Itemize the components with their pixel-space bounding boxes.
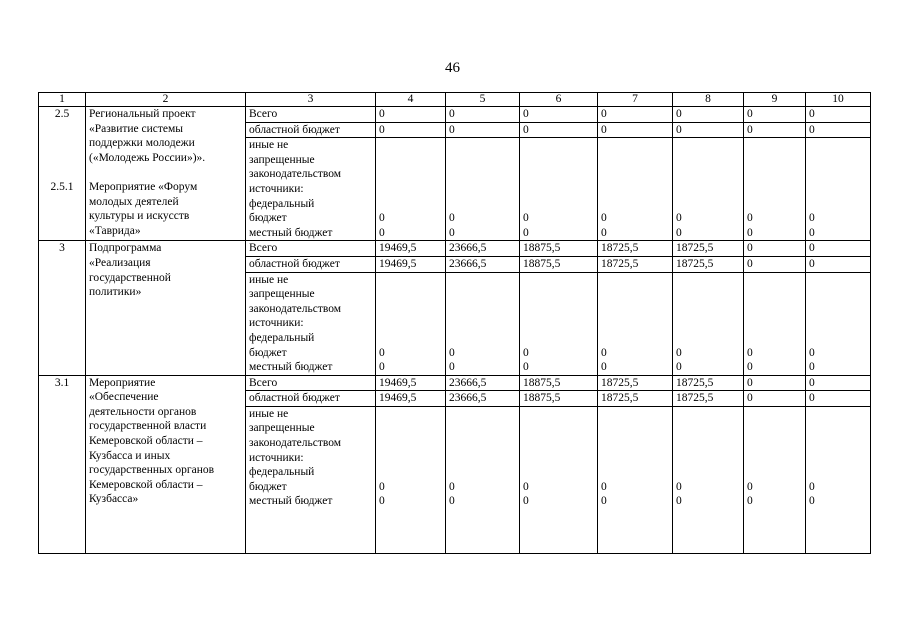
source-label: областной бюджет bbox=[249, 257, 340, 270]
value-cell bbox=[446, 391, 520, 407]
value: 0 bbox=[747, 346, 753, 359]
source-label: областной бюджет bbox=[249, 392, 340, 405]
value-cell bbox=[744, 107, 806, 123]
value-cell bbox=[806, 138, 871, 241]
row-name-line: Кемеровской области – bbox=[89, 478, 203, 491]
row-number: 3.1 bbox=[54, 376, 70, 389]
value-cell bbox=[376, 375, 446, 391]
value-cell bbox=[673, 241, 744, 257]
value: 0 bbox=[601, 212, 607, 225]
value-cell bbox=[806, 107, 871, 123]
value: 0 bbox=[449, 108, 455, 120]
row-name-line: «Обеспечение bbox=[89, 391, 159, 404]
value: 0 bbox=[747, 108, 753, 120]
value-cell bbox=[446, 122, 520, 138]
value-cell bbox=[598, 107, 673, 123]
row-name-cell bbox=[86, 375, 246, 553]
value: 18725,5 bbox=[676, 242, 714, 255]
row-number-cell bbox=[39, 375, 86, 553]
row-name-line: Мероприятие bbox=[89, 376, 156, 389]
row-name-line: деятельности органов bbox=[89, 405, 197, 418]
value: 0 bbox=[809, 392, 815, 405]
value-cell bbox=[446, 256, 520, 272]
value: 0 bbox=[601, 123, 607, 136]
value-cell bbox=[520, 138, 598, 241]
value-cell bbox=[806, 272, 871, 375]
value: 0 bbox=[523, 346, 529, 359]
value-cell bbox=[673, 272, 744, 375]
value: 0 bbox=[449, 123, 455, 136]
row-name-line: Кузбасса и иных bbox=[89, 449, 171, 462]
value-cell bbox=[598, 122, 673, 138]
value: 0 bbox=[747, 212, 753, 225]
column-header: 9 bbox=[744, 93, 806, 107]
value: 0 bbox=[676, 123, 682, 136]
value: 0 bbox=[449, 480, 455, 493]
value-cell bbox=[376, 122, 446, 138]
value-cell bbox=[446, 375, 520, 391]
source-label: федеральный bbox=[249, 197, 315, 210]
value-cell bbox=[744, 375, 806, 391]
source-label: местный бюджет bbox=[249, 361, 333, 374]
source-label: местный бюджет bbox=[249, 495, 333, 508]
column-header: 1 bbox=[39, 93, 86, 107]
row-number-cell bbox=[39, 241, 86, 375]
value-cell bbox=[744, 272, 806, 375]
value: 19469,5 bbox=[379, 392, 417, 405]
source-label-cell bbox=[246, 391, 376, 407]
value: 0 bbox=[809, 108, 815, 120]
value: 0 bbox=[676, 346, 682, 359]
value: 0 bbox=[747, 480, 753, 493]
source-label-cell bbox=[246, 241, 376, 257]
value-cell bbox=[744, 138, 806, 241]
source-label-cell bbox=[246, 375, 376, 391]
source-label: запрещенные bbox=[249, 422, 315, 435]
value-cell bbox=[446, 241, 520, 257]
column-header: 7 bbox=[598, 93, 673, 107]
source-label: федеральный bbox=[249, 331, 315, 344]
value: 23666,5 bbox=[449, 257, 487, 270]
value: 0 bbox=[601, 226, 607, 239]
value: 0 bbox=[523, 480, 529, 493]
value-cell bbox=[673, 375, 744, 391]
column-header: 6 bbox=[520, 93, 598, 107]
value: 0 bbox=[449, 346, 455, 359]
value-cell bbox=[806, 256, 871, 272]
row-name-line: политики» bbox=[89, 286, 142, 299]
value-cell bbox=[598, 256, 673, 272]
source-label-cell bbox=[246, 138, 376, 241]
value: 0 bbox=[601, 480, 607, 493]
value-cell bbox=[673, 256, 744, 272]
column-header: 8 bbox=[673, 93, 744, 107]
value: 18725,5 bbox=[676, 376, 714, 389]
value: 0 bbox=[379, 361, 385, 374]
value-cell bbox=[446, 107, 520, 123]
value-cell bbox=[598, 391, 673, 407]
value-cell bbox=[673, 406, 744, 553]
value-cell bbox=[520, 241, 598, 257]
row-name-line: поддержки молодежи bbox=[89, 137, 195, 150]
value: 18725,5 bbox=[676, 257, 714, 270]
value: 0 bbox=[809, 361, 815, 374]
value-cell bbox=[376, 256, 446, 272]
source-label-cell bbox=[246, 272, 376, 375]
table-row bbox=[39, 375, 871, 391]
row-number: 3 bbox=[59, 242, 65, 255]
value: 0 bbox=[449, 361, 455, 374]
row-name-line: Кемеровской области – bbox=[89, 435, 203, 448]
row-name-line: государственной власти bbox=[89, 420, 207, 433]
value: 0 bbox=[449, 495, 455, 508]
value-cell bbox=[744, 241, 806, 257]
value: 0 bbox=[809, 123, 815, 136]
value-cell bbox=[446, 272, 520, 375]
value: 0 bbox=[523, 226, 529, 239]
value: 0 bbox=[379, 226, 385, 239]
value: 23666,5 bbox=[449, 242, 487, 255]
value-cell bbox=[376, 406, 446, 553]
value: 0 bbox=[747, 392, 753, 405]
value-cell bbox=[598, 138, 673, 241]
source-label: источники: bbox=[249, 182, 304, 195]
value-cell bbox=[520, 122, 598, 138]
value: 18875,5 bbox=[523, 376, 561, 389]
value: 0 bbox=[379, 480, 385, 493]
value-cell bbox=[744, 406, 806, 553]
value-cell bbox=[376, 107, 446, 123]
source-label-cell bbox=[246, 406, 376, 553]
value: 0 bbox=[523, 361, 529, 374]
value: 0 bbox=[379, 346, 385, 359]
value-cell bbox=[376, 241, 446, 257]
value-cell bbox=[673, 138, 744, 241]
value: 19469,5 bbox=[379, 242, 417, 255]
page-number: 46 bbox=[445, 60, 460, 76]
value-cell bbox=[376, 138, 446, 241]
source-label: Всего bbox=[249, 108, 278, 120]
value: 0 bbox=[809, 495, 815, 508]
value: 0 bbox=[809, 480, 815, 493]
value: 0 bbox=[379, 495, 385, 508]
value: 18725,5 bbox=[601, 376, 639, 389]
value-cell bbox=[806, 406, 871, 553]
row-name-cell bbox=[86, 107, 246, 241]
source-label: законодательством bbox=[249, 302, 342, 315]
source-label: запрещенные bbox=[249, 288, 315, 301]
value: 0 bbox=[809, 226, 815, 239]
source-label: законодательством bbox=[249, 437, 342, 450]
row-name-line: культуры и искусств bbox=[89, 210, 190, 223]
value: 0 bbox=[676, 108, 682, 120]
value: 0 bbox=[676, 212, 682, 225]
row-name-line: молодых деятелей bbox=[89, 195, 179, 208]
value: 0 bbox=[747, 242, 753, 255]
value-cell bbox=[598, 406, 673, 553]
value: 0 bbox=[747, 361, 753, 374]
value-cell bbox=[673, 391, 744, 407]
source-label: иные не bbox=[249, 407, 289, 420]
value: 0 bbox=[809, 346, 815, 359]
value: 0 bbox=[601, 495, 607, 508]
value-cell bbox=[446, 138, 520, 241]
value-cell bbox=[520, 391, 598, 407]
value-cell bbox=[520, 406, 598, 553]
row-name-line: Кузбасса» bbox=[89, 493, 139, 506]
source-label: федеральный bbox=[249, 466, 315, 479]
value-cell bbox=[673, 107, 744, 123]
budget-table bbox=[38, 92, 871, 554]
value-cell bbox=[520, 107, 598, 123]
source-label: Всего bbox=[249, 376, 278, 389]
value-cell bbox=[806, 375, 871, 391]
value-cell bbox=[744, 122, 806, 138]
row-name-line: Мероприятие «Форум bbox=[89, 180, 198, 193]
source-label: источники: bbox=[249, 317, 304, 330]
value: 0 bbox=[809, 242, 815, 255]
value-cell bbox=[598, 272, 673, 375]
value-cell bbox=[598, 241, 673, 257]
source-label: областной бюджет bbox=[249, 123, 340, 136]
source-label: бюджет bbox=[249, 212, 287, 225]
value: 0 bbox=[809, 376, 815, 389]
value: 0 bbox=[676, 495, 682, 508]
value: 0 bbox=[747, 226, 753, 239]
value-cell bbox=[446, 406, 520, 553]
column-header: 4 bbox=[376, 93, 446, 107]
value: 0 bbox=[379, 123, 385, 136]
row-number: 2.5.1 bbox=[50, 180, 74, 193]
value: 0 bbox=[747, 257, 753, 270]
value: 18725,5 bbox=[676, 392, 714, 405]
column-header: 5 bbox=[446, 93, 520, 107]
source-label: бюджет bbox=[249, 480, 287, 493]
table-row bbox=[39, 241, 871, 257]
value: 0 bbox=[809, 257, 815, 270]
value: 0 bbox=[601, 361, 607, 374]
value: 23666,5 bbox=[449, 392, 487, 405]
source-label-cell bbox=[246, 122, 376, 138]
value: 18875,5 bbox=[523, 257, 561, 270]
table-row bbox=[39, 107, 871, 123]
value-cell bbox=[376, 391, 446, 407]
value: 0 bbox=[523, 212, 529, 225]
value: 19469,5 bbox=[379, 376, 417, 389]
value-cell bbox=[520, 256, 598, 272]
value: 18875,5 bbox=[523, 392, 561, 405]
value: 18725,5 bbox=[601, 242, 639, 255]
value: 18875,5 bbox=[523, 242, 561, 255]
value-cell bbox=[376, 272, 446, 375]
value-cell bbox=[598, 375, 673, 391]
column-header: 10 bbox=[806, 93, 871, 107]
source-label: местный бюджет bbox=[249, 226, 333, 239]
value: 23666,5 bbox=[449, 376, 487, 389]
value: 18725,5 bbox=[601, 257, 639, 270]
row-name-line: («Молодежь России»)». bbox=[89, 151, 206, 164]
column-header: 3 bbox=[246, 93, 376, 107]
value-cell bbox=[806, 122, 871, 138]
value: 0 bbox=[747, 495, 753, 508]
value: 0 bbox=[676, 361, 682, 374]
value-cell bbox=[520, 272, 598, 375]
value: 0 bbox=[601, 108, 607, 120]
value: 0 bbox=[379, 212, 385, 225]
value: 0 bbox=[379, 108, 385, 120]
value: 0 bbox=[449, 212, 455, 225]
value: 0 bbox=[601, 346, 607, 359]
value: 0 bbox=[676, 226, 682, 239]
row-name-line: Подпрограмма bbox=[89, 242, 162, 255]
source-label: источники: bbox=[249, 451, 304, 464]
row-name-cell bbox=[86, 241, 246, 375]
source-label: законодательством bbox=[249, 168, 342, 181]
row-number-cell bbox=[39, 107, 86, 241]
value-cell bbox=[806, 391, 871, 407]
source-label-cell bbox=[246, 107, 376, 123]
row-name-line: «Развитие системы bbox=[89, 122, 184, 135]
header-row bbox=[39, 93, 871, 107]
value: 0 bbox=[676, 480, 682, 493]
value: 0 bbox=[523, 123, 529, 136]
value: 18725,5 bbox=[601, 392, 639, 405]
row-number: 2.5 bbox=[54, 108, 70, 120]
value: 0 bbox=[747, 123, 753, 136]
row-name-line: государственной bbox=[89, 271, 171, 284]
value: 0 bbox=[523, 108, 529, 120]
source-label: запрещенные bbox=[249, 153, 315, 166]
source-label: иные не bbox=[249, 273, 289, 286]
value-cell bbox=[673, 122, 744, 138]
source-label: Всего bbox=[249, 242, 278, 255]
value-cell bbox=[744, 256, 806, 272]
value: 0 bbox=[747, 376, 753, 389]
value-cell bbox=[520, 375, 598, 391]
row-name-line: «Реализация bbox=[89, 256, 151, 269]
value: 19469,5 bbox=[379, 257, 417, 270]
row-name-line: «Таврида» bbox=[89, 224, 141, 237]
source-label: бюджет bbox=[249, 346, 287, 359]
value: 0 bbox=[809, 212, 815, 225]
column-header: 2 bbox=[86, 93, 246, 107]
value-cell bbox=[744, 391, 806, 407]
source-label: иные не bbox=[249, 139, 289, 152]
value: 0 bbox=[523, 495, 529, 508]
value: 0 bbox=[449, 226, 455, 239]
row-name-line: Региональный проект bbox=[89, 108, 196, 120]
row-name-line: государственных органов bbox=[89, 464, 215, 477]
source-label-cell bbox=[246, 256, 376, 272]
value-cell bbox=[806, 241, 871, 257]
